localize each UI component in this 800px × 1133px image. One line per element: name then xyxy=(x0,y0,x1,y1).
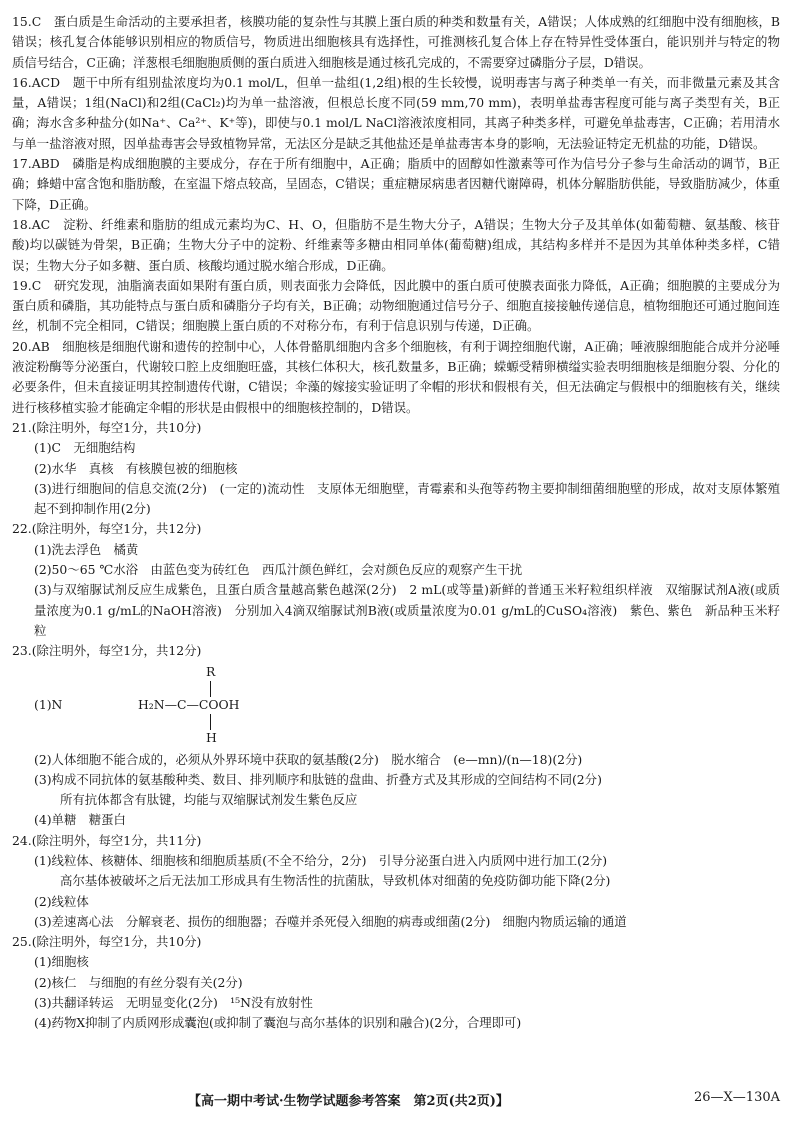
amino-acid-structure xyxy=(34,662,780,750)
structure-h-atom: H xyxy=(206,729,217,745)
q25-line-1: (1)细胞核 xyxy=(34,954,89,970)
q22-line-1: (1)洗去浮色 橘黄 xyxy=(34,541,139,557)
q22-line-2: (2)50～65 ℃水浴 由蓝色变为砖红色 西瓜汁颜色鲜红，会对颜色反应的观察产生干扰 xyxy=(34,562,523,578)
q25-line-2: (2)核仁 与细胞的有丝分裂有关(2分) xyxy=(34,974,243,990)
answer-18: 18.AC 淀粉、纤维素和脂肪的组成元素均为C、H、O，但脂肪不是生物大分子，A错误；生物大分子及其单体(如葡萄糖、氨基酸、核苷酸)均以碳链为骨架，B正确；生物大分子中的淀粉、纤维素等多糖由相同单体(葡萄糖)组成，其结构多样并不是因为其单体种类多样，C错误；生物大分子如多糖、蛋白质、核酸均通过脱水缩合形成，D正确。 xyxy=(12,216,780,273)
q24-line-1a: (1)线粒体、核糖体、细胞核和细胞质基质(不全不给分，2分) 引导分泌蛋白进入内质网中进行加工(2分) xyxy=(34,852,608,868)
structure-r-group: R xyxy=(206,663,216,679)
q25-line-4: (4)药物X抑制了内质网形成囊泡(或抑制了囊泡与高尔基体的识别和融合)(2分，合理即可) xyxy=(34,1015,522,1031)
answer-16: 16.ACD 题干中所有组别盐浓度均为0.1 mol/L，但单一盐组(1,2组)根的生长较慢，说明毒害与离子种类单一有关，而非微量元素及其含量，A错误；1组(NaCl)和2组(CaCl₂)均为单一盐溶液，但根总长度不同(59 mm,70 mm)，表明单盐毒害程度可能与离子类型有关，B正确；海水含多种盐分(如Na⁺、Ca²⁺、K⁺等)，即使与0.1 mol/L NaCl溶液浓度相同，其离子种类多样，可避免单盐毒害，C正确；若用清水与单一盐溶液对照，因单盐毒害会导致植物异常，无法区分是缺乏其他盐还是单盐毒害本身的影响，无法验证特定无机盐的功能，D错误。 xyxy=(12,74,780,151)
q23-heading: 23.(除注明外，每空1分，共12分) xyxy=(12,643,202,659)
q25-heading: 25.(除注明外，每空1分，共10分) xyxy=(12,934,202,950)
q25-line-3: (3)共翻译转运 无明显变化(2分) ¹⁵N没有放射性 xyxy=(34,995,313,1011)
q24-line-3: (3)差速离心法 分解衰老、损伤的细胞器；吞噬并杀死侵入细胞的病毒或细菌(2分) 细胞内物质运输的通道 xyxy=(34,913,627,929)
q23-line-2: (2)人体细胞不能合成的，必须从外界环境中获取的氨基酸(2分) 脱水缩合 (e—mn)/(n—18)(2分) xyxy=(34,751,583,767)
footer-title: 【高一期中考试·生物学试题参考答案 第2页(共2页)】 xyxy=(188,1094,509,1109)
q21-line-3: (3)进行细胞间的信息交流(2分) (一定的)流动性 支原体无细胞壁，青霉素和头孢等药物主要抑制细菌细胞壁的形成，故对支原体繁殖起不到抑制作用(2分) xyxy=(34,480,780,517)
answer-15: 15.C 蛋白质是生命活动的主要承担者，核膜功能的复杂性与其膜上蛋白质的种类和数量有关，A错误；人体成熟的红细胞中没有细胞核，B错误；核孔复合体能够识别相应的物质信号，物质进出细胞核具有选择性，可推测核孔复合体上存在特异性受体蛋白，能识别并与特定的物质信号结合，C正确；洋葱根毛细胞胞质侧的蛋白质进入细胞核是通过核孔完成的，不需要穿过磷脂分子层，D错误。 xyxy=(12,14,780,70)
answer-20: 20.AB 细胞核是细胞代谢和遗传的控制中心，人体骨骼肌细胞内含多个细胞核，有利于调控细胞代谢，A正确；唾液腺细胞能合成并分泌唾液淀粉酶等分泌蛋白，代谢较口腔上皮细胞旺盛，其核仁体积大，核孔数量多，B正确；蝾螈受精卵横缢实验表明细胞核是细胞分裂、分化的必要条件，但未直接证明其控制遗传代谢，C错误；伞藻的嫁接实验证明了伞帽的形状和假根有关，但无法确定与假根中的细胞核有关，继续进行核移植实验才能确定伞帽的形状是由假根中的细胞核控制的，D错误。 xyxy=(12,338,780,415)
q21-heading: 21.(除注明外，每空1分，共10分) xyxy=(12,419,202,435)
answer-content xyxy=(12,12,780,1034)
structure-backbone: H₂N—C—COOH xyxy=(138,696,240,712)
q24-line-2: (2)线粒体 xyxy=(34,893,89,909)
answer-19: 19.C 研究发现，油脂滴表面如果附有蛋白质，则表面张力会降低，因此膜中的蛋白质可使膜表面张力降低，A正确；细胞膜的主要成分为蛋白质和磷脂，其功能特点与蛋白质和磷脂分子均有关，B正确；动物细胞通过信号分子、细胞直接接触传递信息，植物细胞还可通过胞间连丝，机制不完全相同，C错误；细胞膜上蛋白质的不对称分布，有利于信息识别与传递，D正确。 xyxy=(12,277,780,334)
structure-label: (1)N xyxy=(34,696,63,712)
q23-line-3a: (3)构成不同抗体的氨基酸种类、数目、排列顺序和肽链的盘曲、折叠方式及其形成的空间结构不同(2分) xyxy=(34,771,602,787)
footer-code: 26—X—130A xyxy=(694,1090,780,1105)
q21-line-2: (2)水华 真核 有核膜包被的细胞核 xyxy=(34,460,238,476)
answer-17: 17.ABD 磷脂是构成细胞膜的主要成分，存在于所有细胞中，A正确；脂质中的固醇如性激素等可作为信号分子参与生命活动的调节，B正确；蜂蜡中富含饱和脂肪酸，在室温下熔点较高，呈固态，C错误；重症糖尿病患者因糖代谢障碍，机体分解脂肪供能，导致脂肪减少，体重下降，D正确。 xyxy=(12,156,780,212)
q24-line-1b: 高尔基体被破坏之后无法加工形成具有生物活性的抗菌肽，导致机体对细菌的免疫防御功能下降(2分) xyxy=(60,873,611,889)
q22-line-3: (3)与双缩脲试剂反应生成紫色，且蛋白质含量越高紫色越深(2分) 2 mL(或等量)新鲜的普通玉米籽粒组织样液 双缩脲试剂A液(或质量浓度为0.1 g/mL的NaOH溶液) 分别加入4滴双缩脲试剂B液(或质量浓度为0.01 g/mL的CuSO₄溶液) 紫色、紫色 新品种玉米籽粒 xyxy=(34,582,780,638)
q23-line-4: (4)单糖 糖蛋白 xyxy=(34,812,126,828)
q24-heading: 24.(除注明外，每空1分，共11分) xyxy=(12,832,202,848)
q22-heading: 22.(除注明外，每空1分，共12分) xyxy=(12,521,202,537)
q21-line-1: (1)C 无细胞结构 xyxy=(34,440,136,456)
q23-line-3b: 所有抗体都含有肽键，均能与双缩脲试剂发生紫色反应 xyxy=(60,792,358,808)
